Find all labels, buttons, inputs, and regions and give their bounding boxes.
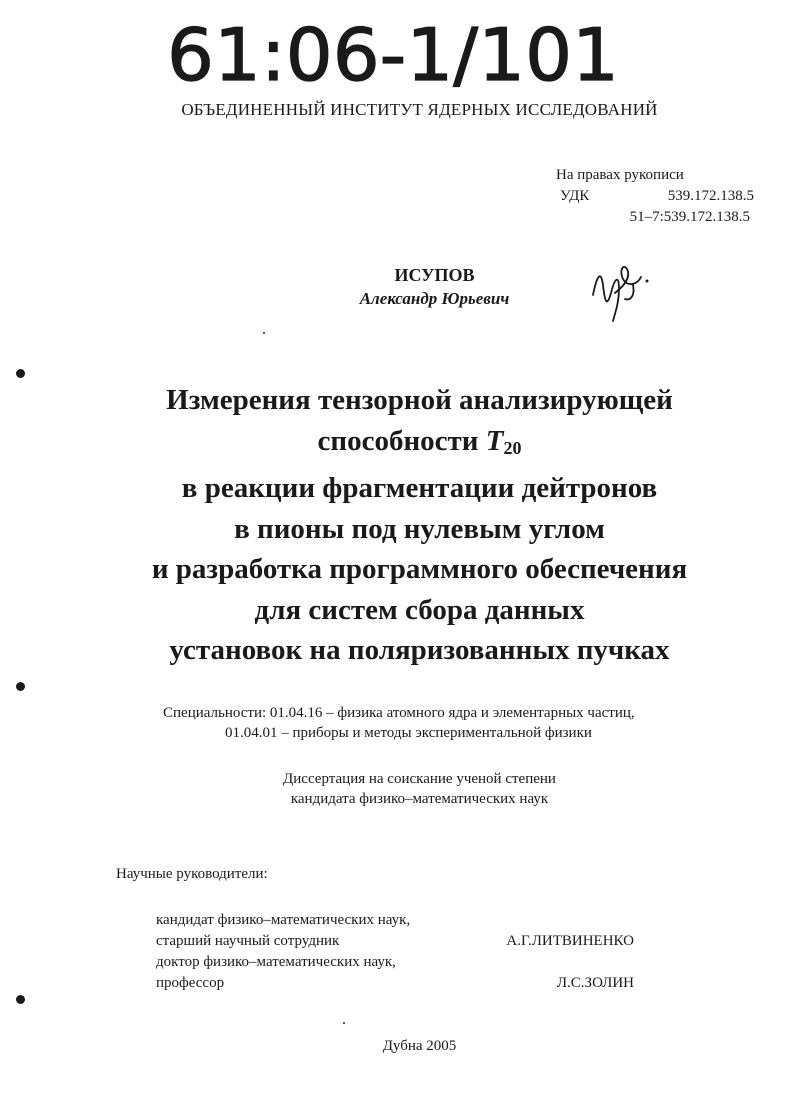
rights-label: На правах рукописи bbox=[556, 167, 684, 183]
supervisor-row bbox=[156, 973, 634, 994]
supervisor-degree: кандидат физико–математических наук, bbox=[156, 912, 411, 928]
supervisor-entry bbox=[156, 910, 634, 952]
punch-hole bbox=[16, 369, 25, 378]
handwritten-code-text: 61:06-1/101 bbox=[167, 13, 619, 97]
supervisor-position: профессор bbox=[156, 975, 225, 991]
supervisor-row bbox=[156, 931, 634, 952]
title-line: в пионы под нулевым углом bbox=[234, 512, 605, 545]
title-line: установок на поляризованных пучках bbox=[169, 634, 670, 666]
degree-line-2: кандидата физико–математических наук bbox=[290, 791, 549, 807]
title-line: и разработка программного обеспечения bbox=[151, 553, 688, 585]
udk-value-2: 51–7:539.172.138.5 bbox=[629, 209, 750, 225]
t20-symbol bbox=[486, 425, 522, 457]
title-line: в реакции фрагментации дейтронов bbox=[181, 472, 658, 504]
city-year: Дубна 2005 bbox=[382, 1038, 457, 1054]
specialty-line-1: Специальности: 01.04.16 – физика атомного ядра и элементарных частиц, bbox=[163, 705, 635, 721]
udk-value-1: 539.172.138.5 bbox=[667, 188, 754, 204]
udk-row-2 bbox=[556, 207, 754, 228]
scan-speck bbox=[263, 332, 265, 334]
scan-speck bbox=[343, 1022, 345, 1024]
degree-statement bbox=[0, 769, 799, 809]
t20-subscript: 20 bbox=[503, 437, 522, 458]
rights-block bbox=[556, 165, 754, 228]
institute-name: ОБЪЕДИНЕННЫЙ ИНСТИТУТ ЯДЕРНЫХ ИССЛЕДОВАНИЙ bbox=[181, 100, 658, 119]
supervisor-entry bbox=[156, 952, 634, 994]
title-line: для систем сбора данных bbox=[254, 593, 585, 626]
punch-hole bbox=[16, 995, 25, 1004]
dissertation-title bbox=[0, 380, 799, 671]
supervisor-name: А.Г.ЛИТВИНЕНКО bbox=[506, 933, 634, 949]
punch-hole bbox=[16, 682, 25, 691]
author-surname: ИСУПОВ bbox=[394, 265, 475, 285]
specialty-block bbox=[163, 703, 635, 743]
degree-line-1: Диссертация на соискание ученой степени bbox=[283, 771, 556, 787]
udk-row bbox=[556, 186, 754, 207]
title-line-prefix: способности bbox=[317, 424, 486, 457]
udk-label: УДК bbox=[560, 188, 590, 204]
specialty-line-2: 01.04.01 – приборы и методы экспериментальной физики bbox=[225, 725, 592, 741]
author-name: Александр Юрьевич bbox=[359, 289, 510, 308]
t20-letter: T bbox=[485, 424, 504, 457]
signature-icon bbox=[585, 255, 655, 325]
supervisor-position: старший научный сотрудник bbox=[156, 933, 340, 949]
supervisor-name: Л.С.ЗОЛИН bbox=[556, 975, 634, 991]
title-line: Измерения тензорной анализирующей bbox=[166, 384, 673, 416]
handwritten-archive-code bbox=[165, 8, 625, 98]
supervisor-degree: доктор физико–математических наук, bbox=[156, 954, 396, 970]
supervisors-label: Научные руководители: bbox=[116, 866, 268, 882]
title-line bbox=[40, 421, 799, 469]
